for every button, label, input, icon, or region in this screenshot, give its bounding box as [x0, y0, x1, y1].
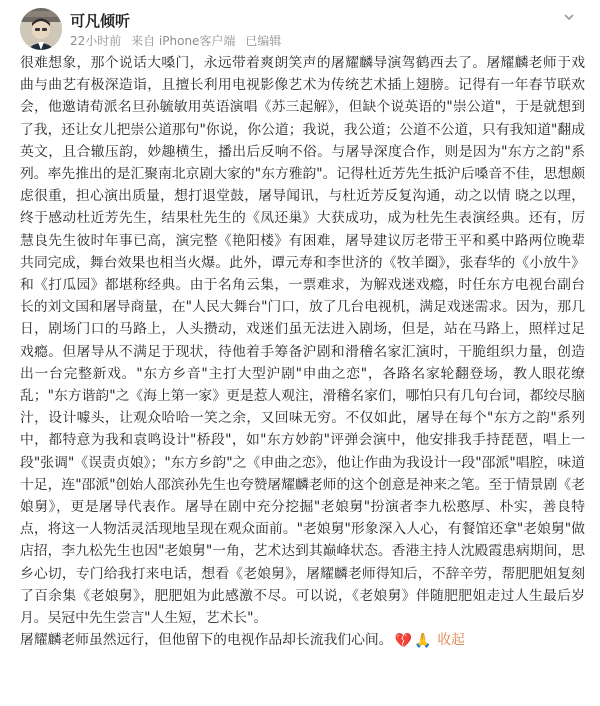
avatar[interactable]	[20, 8, 62, 50]
edited-label[interactable]: 已编辑	[245, 34, 282, 48]
broken-heart-icon: 💔	[394, 633, 412, 650]
post-time[interactable]: 22小时前	[70, 34, 122, 48]
post-meta	[70, 32, 287, 49]
post-header	[20, 8, 580, 52]
praying-hands-icon: 🙏	[413, 633, 432, 650]
chevron-down-icon[interactable]	[558, 10, 580, 26]
author-name[interactable]: 可凡倾听	[70, 12, 131, 30]
avatar-image	[20, 8, 62, 50]
post-closing-text: 屠耀麟老师虽然远行，但他留下的电视作品却长流我们心间。	[20, 632, 393, 649]
post-paragraph: 很难想象，那个说话大嗓门，永远带着爽朗笑声的屠耀麟导演驾鹤西去了。屠耀麟老师于戏曲与曲艺有极深造诣，且擅长利用电视影像艺术为传统艺术插上翅膀。记得有一年春节联欢会，他邀请荀派名旦孙毓敏用英语演唱《苏三起解》，但缺个说英语的"崇公道"，于是就想到了我，还让女儿把崇公道那句"你说，你公道；我说，我公道；公道不公道，只有我知道"翻成英文，且合辙压韵，妙趣横生，播出后反响不俗。与屠导深度合作，则是因为"东方之韵"系列。率先推出的是汇聚南北京剧大家的"东方雅韵"。记得杜近芳先生抵沪后嗓音不佳，思想颇虑很重，担心演出质量，想打退堂鼓，屠导闻讯，与杜近芳反复沟通，动之以情 晓之以理，终于感动杜近芳先生，结果杜先生的《凤还巢》大获成功，成为杜先生表演经典。还有，厉慧良先生彼时年事已高，演完整《艳阳楼》有困难，屠导建议厉老带王平和奚中路两位晚辈共同完成，舞台效果也相当火爆。此外，谭元寿和李世济的《牧羊圈》，张春华的《小放牛》和《打瓜园》都堪称经典。由于名角云集，一票难求，为解戏迷戏瘾，时任东方电视台副台长的刘文国和屠导商量，在"人民大舞台"门口，放了几台电视机，满足戏迷需求。因为，那几日，剧场门口的马路上，人头攒动，戏迷们虽无法进入剧场，但是，站在马路上，照样过足戏瘾。但屠导从不满足于现状，待他着手筹备沪剧和滑稽名家汇演时，干脆组织力量，创造出一台完整新戏。"东方乡音"主打大型沪剧"申曲之恋"，各路名家轮翻登场，教人眼花缭乱；"东方谐韵"之《海上第一家》更是惹人观注，滑稽名家们，哪怕只有几句台词，都绞尽脑汁，设计噱头，让观众哈哈一笑之余，又回味无穷。不仅如此，屠导在每个"东方之韵"系列中，都特意为我和袁鸣设计"桥段"，如"东方妙韵"评弹会演中，他安排我手持琵琶，唱上一段"张调"《误责贞娘》；"东方乡韵"之《申曲之恋》，他让作曲为我设计一段"邵派"唱腔，味道十足，连"邵派"创始人邵滨孙先生也夸赞屠耀麟老师的这个创意是神来之笔。至于情景剧《老娘舅》，更是屠导代表作。屠导在剧中充分挖掘"老娘舅"扮演者李九松憨厚、朴实，善良特点，将这一人物活灵活现地呈现在观众面前。"老娘舅"形象深入人心，有餐馆还拿"老娘舅"做店招，李九松先生也因"老娘舅"一角，艺术达到其巅峰状态。香港主持人沈殿霞患病期间，思乡心切，专门给我打来电话，想看《老娘舅》，屠耀麟老师得知后，不辞辛劳，帮肥肥姐复刻了百余集《老娘舅》，肥肥姐为此感激不尽。可以说，《老娘舅》伴随肥肥姐走过人生最后岁月。吴冠中先生尝言"人生短，艺术长"。	[20, 55, 585, 627]
collapse-link[interactable]: 收起	[437, 632, 465, 649]
post-body	[20, 52, 585, 652]
post-source: 来自 iPhone客户端	[131, 34, 236, 48]
post-closing-line	[20, 629, 585, 652]
